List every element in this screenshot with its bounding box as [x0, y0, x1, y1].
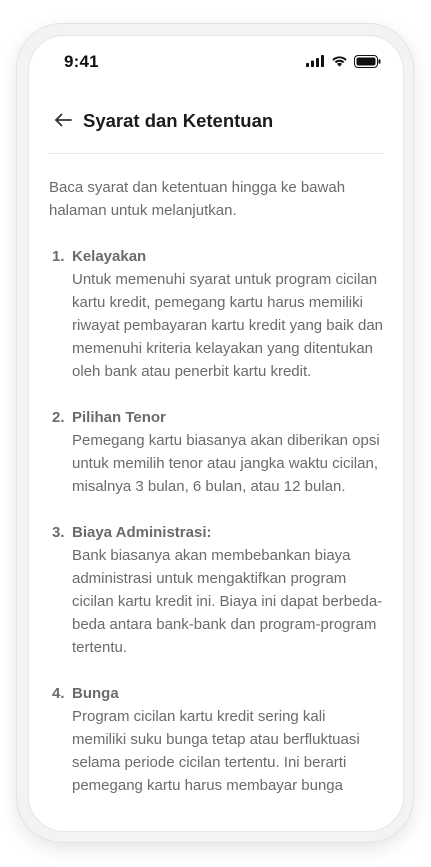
- page-header: [29, 100, 403, 144]
- status-time: 9:41: [64, 52, 99, 71]
- term-number: 3.: [52, 524, 65, 541]
- terms-content[interactable]: [49, 176, 383, 831]
- phone-screen: [28, 35, 404, 832]
- term-number: 2.: [52, 409, 65, 426]
- term-body: Untuk memenuhi syarat untuk program cicilan kartu kredit, pemegang kartu harus memiliki riwayat pembayaran kartu kredit yang baik dan memenuhi kriteria kelayakan yang ditentukan oleh bank atau penerbit kartu kredit.: [72, 271, 384, 380]
- term-title: Kelayakan: [72, 248, 147, 265]
- battery-icon: [354, 55, 381, 68]
- back-button[interactable]: [49, 108, 77, 136]
- status-bar: [29, 36, 403, 88]
- term-title: Bunga: [72, 685, 119, 702]
- term-title: Pilihan Tenor: [72, 409, 166, 426]
- term-item: [49, 682, 383, 797]
- term-item: [49, 245, 383, 383]
- status-icons: [306, 54, 381, 68]
- wifi-icon: [331, 55, 348, 67]
- page-title: Syarat dan Ketentuan: [83, 110, 274, 131]
- term-number: 1.: [52, 248, 65, 265]
- term-title: Biaya Administrasi:: [72, 524, 212, 541]
- term-body: Program cicilan kartu kredit sering kali memiliki suku bunga tetap atau berfluktuasi selama periode cicilan tertentu. Ini berarti pemegang kartu harus membayar bunga: [72, 708, 360, 794]
- terms-list: [49, 245, 383, 797]
- term-body: Bank biasanya akan membebankan biaya administrasi untuk mengaktifkan program cicilan kartu kredit ini. Biaya ini dapat berbeda-beda antara bank-bank dan program-program tertentu.: [72, 547, 383, 656]
- intro-text: Baca syarat dan ketentuan hingga ke bawah halaman untuk melanjutkan.: [49, 179, 346, 219]
- term-body: Pemegang kartu biasanya akan diberikan opsi untuk memilih tenor atau jangka waktu cicilan, misalnya 3 bulan, 6 bulan, atau 12 bulan.: [72, 432, 380, 495]
- cellular-signal-icon: [306, 55, 325, 67]
- term-item: [49, 406, 383, 498]
- header-divider: [49, 153, 383, 154]
- arrow-left-icon: [54, 113, 72, 132]
- term-number: 4.: [52, 685, 65, 702]
- term-item: [49, 521, 383, 659]
- phone-frame: [16, 23, 414, 843]
